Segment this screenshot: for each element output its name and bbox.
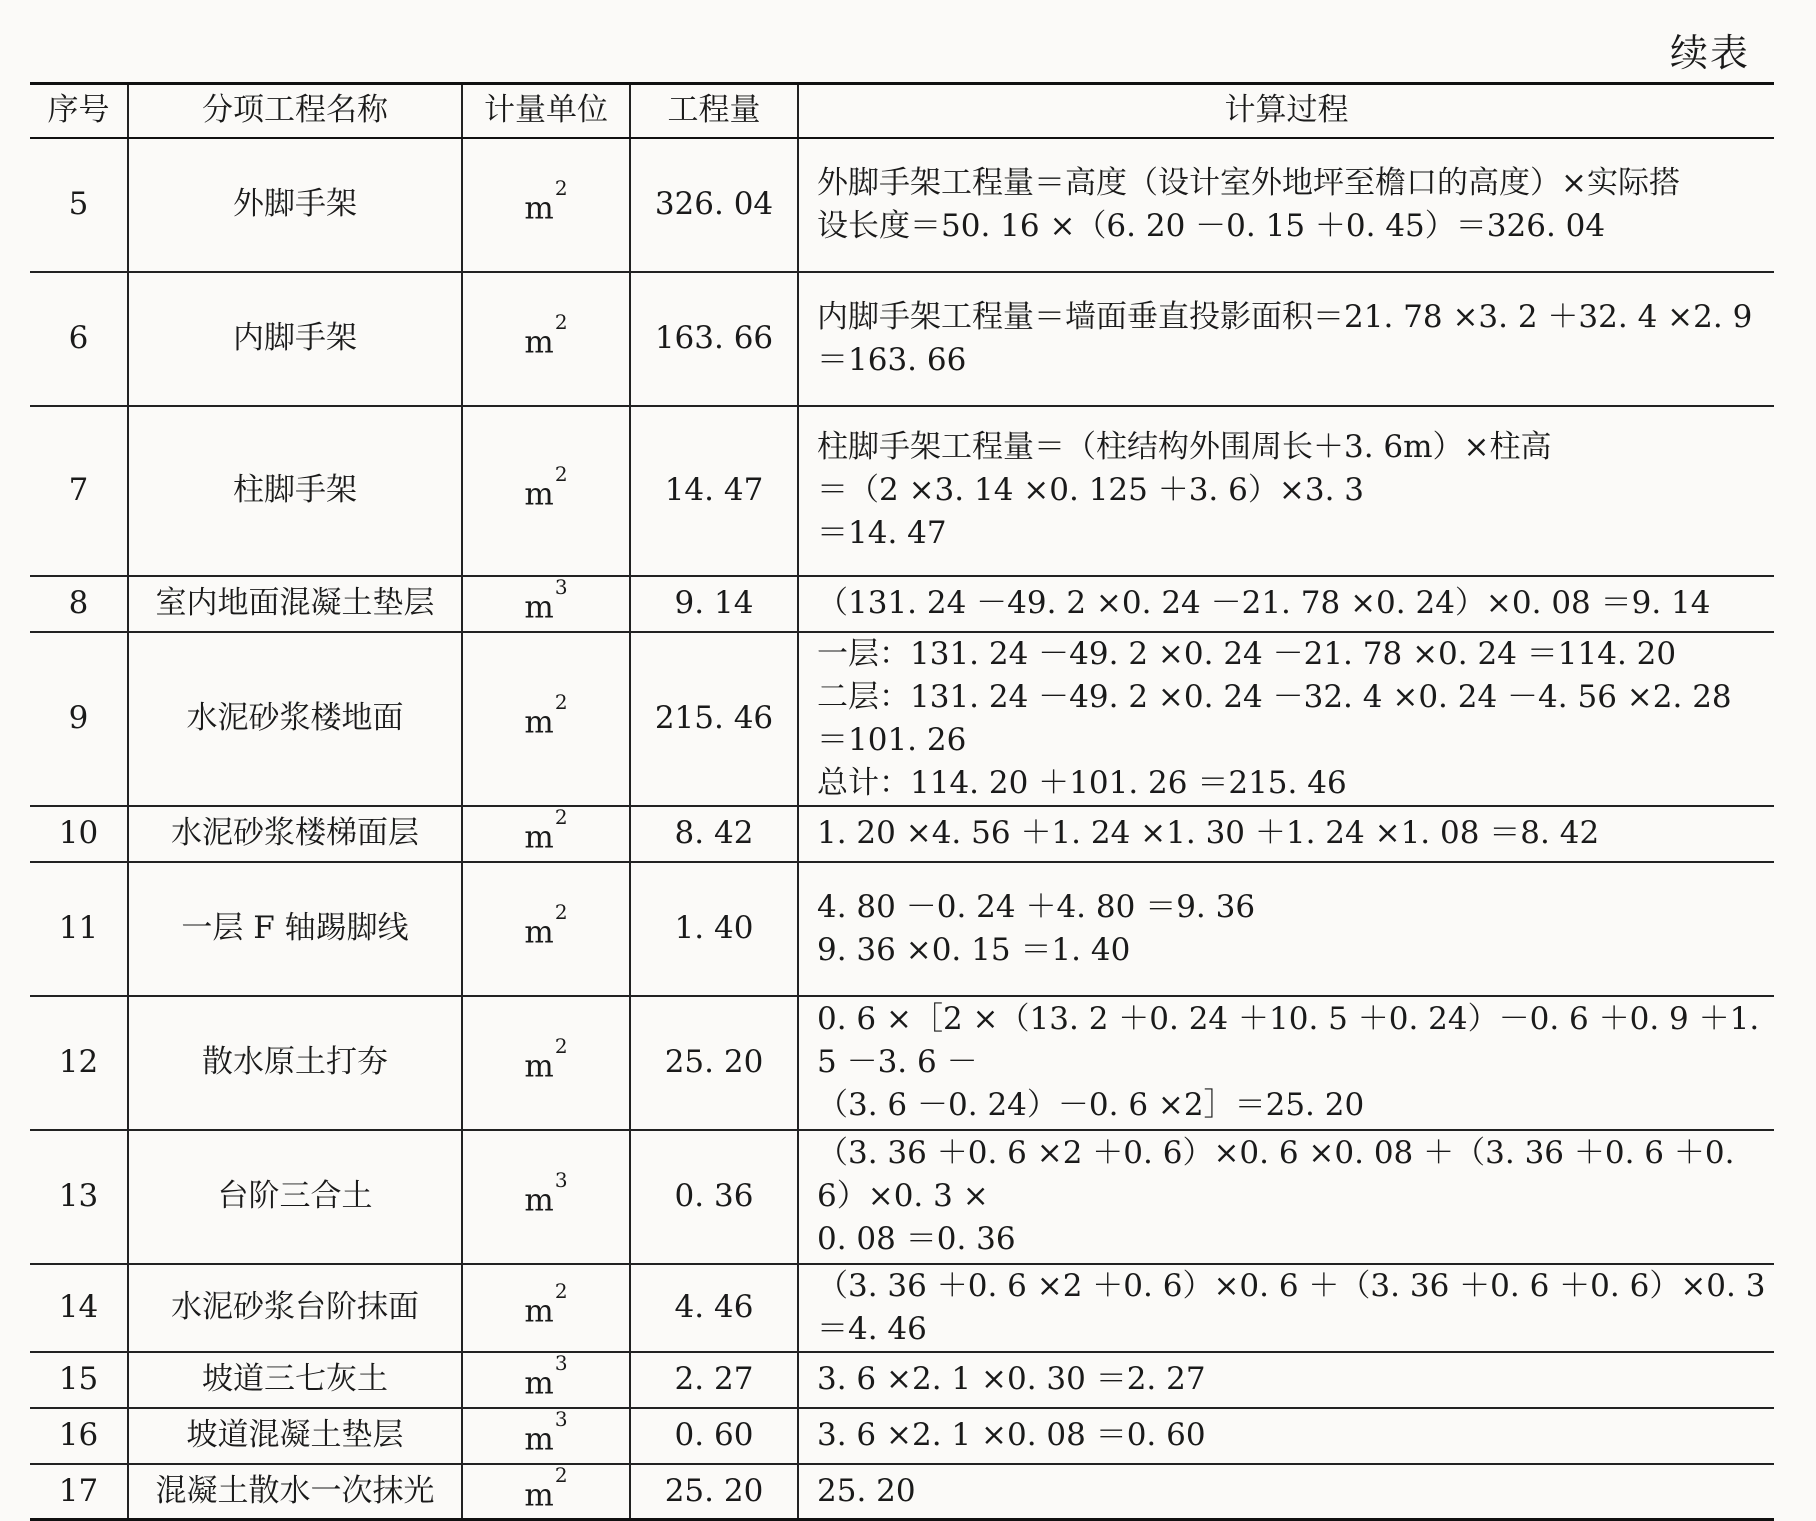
quantity-value: 215. 46 bbox=[630, 632, 798, 806]
quantity-value: 25. 20 bbox=[630, 1464, 798, 1520]
table-row bbox=[30, 1130, 1774, 1264]
table-row bbox=[30, 632, 1774, 806]
calculation-text: 外脚手架工程量＝高度（设计室外地坪至檐口的高度）×实际搭 设长度＝50. 16 ×（6. 20 －0. 15 ＋0. 45）＝326. 04 bbox=[798, 138, 1774, 272]
quantity-value: 4. 46 bbox=[630, 1264, 798, 1352]
calculation-text: 内脚手架工程量＝墙面垂直投影面积＝21. 78 ×3. 2 ＋32. 4 ×2. 9 ＝163. 66 bbox=[798, 272, 1774, 406]
calculation-text: 0. 6 ×［2 ×（13. 2 ＋0. 24 ＋10. 5 ＋0. 24）－0. 6 ＋0. 9 ＋1. 5 －3. 6 － （3. 6 －0. 24）－0. 6 ×2］＝25. 20 bbox=[798, 996, 1774, 1130]
header-calculation: 计算过程 bbox=[798, 84, 1774, 138]
unit-exponent: 2 bbox=[554, 175, 568, 200]
item-name: 内脚手架 bbox=[128, 272, 462, 406]
table-row bbox=[30, 1264, 1774, 1352]
calculation-text: 1. 20 ×4. 56 ＋1. 24 ×1. 30 ＋1. 24 ×1. 08 ＝8. 42 bbox=[798, 806, 1774, 862]
unit-cell bbox=[462, 806, 630, 862]
table-header-row bbox=[30, 84, 1774, 138]
item-name: 外脚手架 bbox=[128, 138, 462, 272]
row-number: 15 bbox=[30, 1352, 128, 1408]
unit-cell bbox=[462, 138, 630, 272]
quantity-value: 14. 47 bbox=[630, 406, 798, 576]
unit-exponent: 2 bbox=[554, 1033, 568, 1058]
table-row bbox=[30, 996, 1774, 1130]
table-row bbox=[30, 138, 1774, 272]
calculation-text: 柱脚手架工程量＝（柱结构外围周长＋3. 6m）×柱高 ＝（2 ×3. 14 ×0. 125 ＋3. 6）×3. 3 ＝14. 47 bbox=[798, 406, 1774, 576]
table-row bbox=[30, 576, 1774, 632]
calculation-text: 3. 6 ×2. 1 ×0. 30 ＝2. 27 bbox=[798, 1352, 1774, 1408]
calculation-text: 4. 80 －0. 24 ＋4. 80 ＝9. 36 9. 36 ×0. 15 ＝1. 40 bbox=[798, 862, 1774, 996]
row-number: 13 bbox=[30, 1130, 128, 1264]
unit-base: m bbox=[524, 1476, 554, 1513]
unit-base: m bbox=[524, 1365, 554, 1402]
unit-base: m bbox=[524, 819, 554, 856]
row-number: 17 bbox=[30, 1464, 128, 1520]
calculation-text: （3. 36 ＋0. 6 ×2 ＋0. 6）×0. 6 ＋（3. 36 ＋0. 6 ＋0. 6）×0. 3 ＝4. 46 bbox=[798, 1264, 1774, 1352]
quantity-table bbox=[30, 82, 1774, 1521]
unit-base: m bbox=[524, 1421, 554, 1458]
item-name: 水泥砂浆台阶抹面 bbox=[128, 1264, 462, 1352]
calculation-text: 一层：131. 24 －49. 2 ×0. 24 －21. 78 ×0. 24 ＝114. 20 二层：131. 24 －49. 2 ×0. 24 －32. 4 ×0. 24 －4. 56 ×2. 28 ＝101. 26 总计：114. 20 ＋101. 26 ＝215. 46 bbox=[798, 632, 1774, 806]
quantity-value: 25. 20 bbox=[630, 996, 798, 1130]
unit-exponent: 3 bbox=[554, 574, 568, 599]
item-name: 坡道混凝土垫层 bbox=[128, 1408, 462, 1464]
row-number: 8 bbox=[30, 576, 128, 632]
unit-base: m bbox=[524, 190, 554, 227]
unit-cell bbox=[462, 1408, 630, 1464]
quantity-value: 9. 14 bbox=[630, 576, 798, 632]
unit-exponent: 3 bbox=[554, 1350, 568, 1375]
table-row bbox=[30, 1464, 1774, 1520]
row-number: 16 bbox=[30, 1408, 128, 1464]
row-number: 12 bbox=[30, 996, 128, 1130]
table-row bbox=[30, 406, 1774, 576]
unit-exponent: 2 bbox=[554, 1462, 568, 1487]
unit-base: m bbox=[524, 1293, 554, 1330]
row-number: 7 bbox=[30, 406, 128, 576]
unit-cell bbox=[462, 272, 630, 406]
quantity-value: 1. 40 bbox=[630, 862, 798, 996]
unit-cell bbox=[462, 1264, 630, 1352]
quantity-value: 8. 42 bbox=[630, 806, 798, 862]
unit-exponent: 2 bbox=[554, 899, 568, 924]
continued-table-caption: 续表 bbox=[1669, 31, 1750, 75]
row-number: 14 bbox=[30, 1264, 128, 1352]
unit-base: m bbox=[524, 704, 554, 741]
quantity-value: 163. 66 bbox=[630, 272, 798, 406]
calculation-text: 3. 6 ×2. 1 ×0. 08 ＝0. 60 bbox=[798, 1408, 1774, 1464]
header-unit: 计量单位 bbox=[462, 84, 630, 138]
unit-cell bbox=[462, 406, 630, 576]
item-name: 柱脚手架 bbox=[128, 406, 462, 576]
item-name: 水泥砂浆楼地面 bbox=[128, 632, 462, 806]
table-row bbox=[30, 806, 1774, 862]
item-name: 坡道三七灰土 bbox=[128, 1352, 462, 1408]
unit-base: m bbox=[524, 1182, 554, 1219]
table-body bbox=[30, 138, 1774, 1520]
unit-exponent: 2 bbox=[554, 804, 568, 829]
quantity-value: 0. 36 bbox=[630, 1130, 798, 1264]
table-row bbox=[30, 272, 1774, 406]
table-row bbox=[30, 1352, 1774, 1408]
calculation-text: 25. 20 bbox=[798, 1464, 1774, 1520]
item-name: 台阶三合土 bbox=[128, 1130, 462, 1264]
unit-exponent: 3 bbox=[554, 1167, 568, 1192]
item-name: 水泥砂浆楼梯面层 bbox=[128, 806, 462, 862]
quantity-value: 326. 04 bbox=[630, 138, 798, 272]
unit-exponent: 3 bbox=[554, 1406, 568, 1431]
unit-base: m bbox=[524, 914, 554, 951]
unit-base: m bbox=[524, 476, 554, 513]
row-number: 5 bbox=[30, 138, 128, 272]
unit-cell bbox=[462, 862, 630, 996]
unit-exponent: 2 bbox=[554, 689, 568, 714]
unit-cell bbox=[462, 632, 630, 806]
header-quantity: 工程量 bbox=[630, 84, 798, 138]
unit-cell bbox=[462, 1130, 630, 1264]
item-name: 混凝土散水一次抹光 bbox=[128, 1464, 462, 1520]
calculation-text: （131. 24 －49. 2 ×0. 24 －21. 78 ×0. 24）×0. 08 ＝9. 14 bbox=[798, 576, 1774, 632]
row-number: 9 bbox=[30, 632, 128, 806]
unit-exponent: 2 bbox=[554, 309, 568, 334]
unit-base: m bbox=[524, 589, 554, 626]
item-name: 一层 F 轴踢脚线 bbox=[128, 862, 462, 996]
table-row bbox=[30, 1408, 1774, 1464]
unit-base: m bbox=[524, 324, 554, 361]
item-name: 散水原土打夯 bbox=[128, 996, 462, 1130]
quantity-value: 0. 60 bbox=[630, 1408, 798, 1464]
unit-cell bbox=[462, 576, 630, 632]
calculation-text: （3. 36 ＋0. 6 ×2 ＋0. 6）×0. 6 ×0. 08 ＋（3. 36 ＋0. 6 ＋0. 6）×0. 3 × 0. 08 ＝0. 36 bbox=[798, 1130, 1774, 1264]
unit-exponent: 2 bbox=[554, 461, 568, 486]
unit-exponent: 2 bbox=[554, 1278, 568, 1303]
header-no: 序号 bbox=[30, 84, 128, 138]
row-number: 6 bbox=[30, 272, 128, 406]
header-item-name: 分项工程名称 bbox=[128, 84, 462, 138]
table-row bbox=[30, 862, 1774, 996]
unit-cell bbox=[462, 1464, 630, 1520]
unit-base: m bbox=[524, 1048, 554, 1085]
unit-cell bbox=[462, 996, 630, 1130]
row-number: 11 bbox=[30, 862, 128, 996]
item-name: 室内地面混凝土垫层 bbox=[128, 576, 462, 632]
quantity-value: 2. 27 bbox=[630, 1352, 798, 1408]
unit-cell bbox=[462, 1352, 630, 1408]
row-number: 10 bbox=[30, 806, 128, 862]
